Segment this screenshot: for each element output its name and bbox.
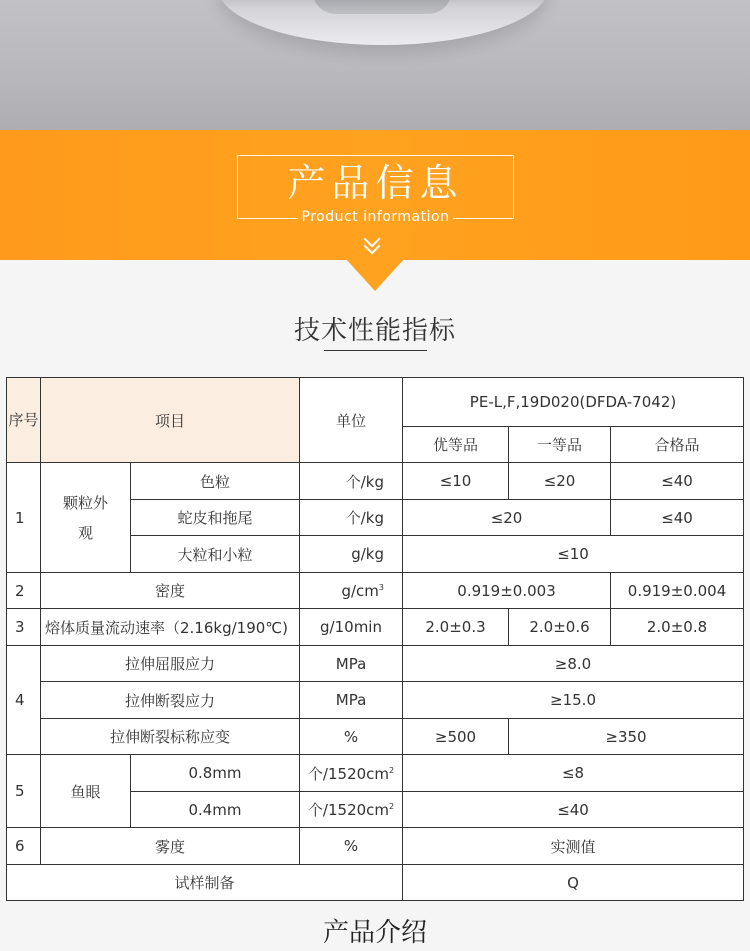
row-item: 0.4mm <box>131 792 300 828</box>
row-group: 颗粒外观 <box>41 463 131 573</box>
row-item: 拉伸断裂应力 <box>41 682 300 719</box>
row-item: 拉伸断裂标称应变 <box>41 719 300 755</box>
row-item: 蛇皮和拖尾 <box>131 500 300 536</box>
product-photo <box>217 0 549 45</box>
unit-text: 个/1520cm <box>307 801 390 819</box>
row-no: 5 <box>7 755 41 828</box>
row-unit <box>300 755 403 792</box>
row-value: ≤20 <box>509 463 611 500</box>
unit-text: g/cm <box>341 581 379 600</box>
row-item: 雾度 <box>41 828 300 865</box>
row-value: ≥8.0 <box>403 646 744 682</box>
row-value: 2.0±0.8 <box>611 609 744 646</box>
row-item: 试样制备 <box>7 865 403 901</box>
row-unit: % <box>300 828 403 865</box>
row-item: 大粒和小粒 <box>131 536 300 573</box>
row-value: ≤40 <box>611 463 744 500</box>
row-unit: MPa <box>300 682 403 719</box>
banner-pointer <box>345 258 405 291</box>
row-value: Q <box>403 865 744 901</box>
unit-text: 个/1520cm <box>307 764 390 783</box>
row-value: 2.0±0.3 <box>403 609 509 646</box>
section-title: 技术性能指标 <box>293 316 456 346</box>
row-unit <box>300 573 403 609</box>
row-value: ≤40 <box>611 500 744 536</box>
next-section-title: 产品介绍 <box>322 918 427 948</box>
row-value: ≤8 <box>403 755 744 792</box>
row-item: 色粒 <box>131 463 300 500</box>
row-value: ≥500 <box>403 719 509 755</box>
section-title-underline <box>324 350 427 351</box>
row-value: 2.0±0.6 <box>509 609 611 646</box>
row-unit: g/10min <box>300 609 403 646</box>
row-value: ≤10 <box>403 463 509 500</box>
row-unit: 个/kg <box>300 500 403 536</box>
row-value: ≥15.0 <box>403 682 744 719</box>
row-no: 1 <box>7 463 41 573</box>
header-unit: 单位 <box>300 378 403 463</box>
header-grade-2: 一等品 <box>509 427 611 463</box>
unit-superscript: 2 <box>389 765 395 775</box>
row-item: 0.8mm <box>131 755 300 792</box>
product-hero-image <box>0 0 750 130</box>
unit-superscript: 3 <box>378 582 385 592</box>
row-unit: g/kg <box>300 536 403 573</box>
row-value: ≤20 <box>403 500 611 536</box>
row-no: 2 <box>7 573 41 609</box>
row-value: ≤40 <box>403 792 744 828</box>
row-group: 鱼眼 <box>41 755 131 828</box>
banner-title: 产品信息 <box>287 161 464 205</box>
row-item: 拉伸屈服应力 <box>41 646 300 682</box>
row-unit: MPa <box>300 646 403 682</box>
row-unit: % <box>300 719 403 755</box>
row-no: 6 <box>7 828 41 865</box>
unit-superscript: 2 <box>389 802 395 811</box>
row-item: 熔体质量流动速率（2.16kg/190℃) <box>41 609 300 646</box>
row-unit: 个/kg <box>300 463 403 500</box>
row-value: 实测值 <box>403 828 744 865</box>
banner-subtitle <box>237 209 514 225</box>
header-grade-3: 合格品 <box>611 427 744 463</box>
row-value: ≤10 <box>403 536 744 573</box>
row-value: 0.919±0.003 <box>403 573 611 609</box>
row-no: 3 <box>7 609 41 646</box>
header-grade-1: 优等品 <box>403 427 509 463</box>
row-value: ≥350 <box>509 719 744 755</box>
header-grade: PE-L,F,19D020(DFDA-7042) <box>403 378 744 427</box>
row-no: 4 <box>7 646 41 755</box>
header-item: 项目 <box>41 378 300 463</box>
spec-table <box>6 377 744 901</box>
row-item: 密度 <box>41 573 300 609</box>
row-value: 0.919±0.004 <box>611 573 744 609</box>
header-no: 序号 <box>7 378 41 463</box>
banner-subtitle-text: Product information <box>298 209 454 225</box>
row-unit <box>300 792 403 828</box>
